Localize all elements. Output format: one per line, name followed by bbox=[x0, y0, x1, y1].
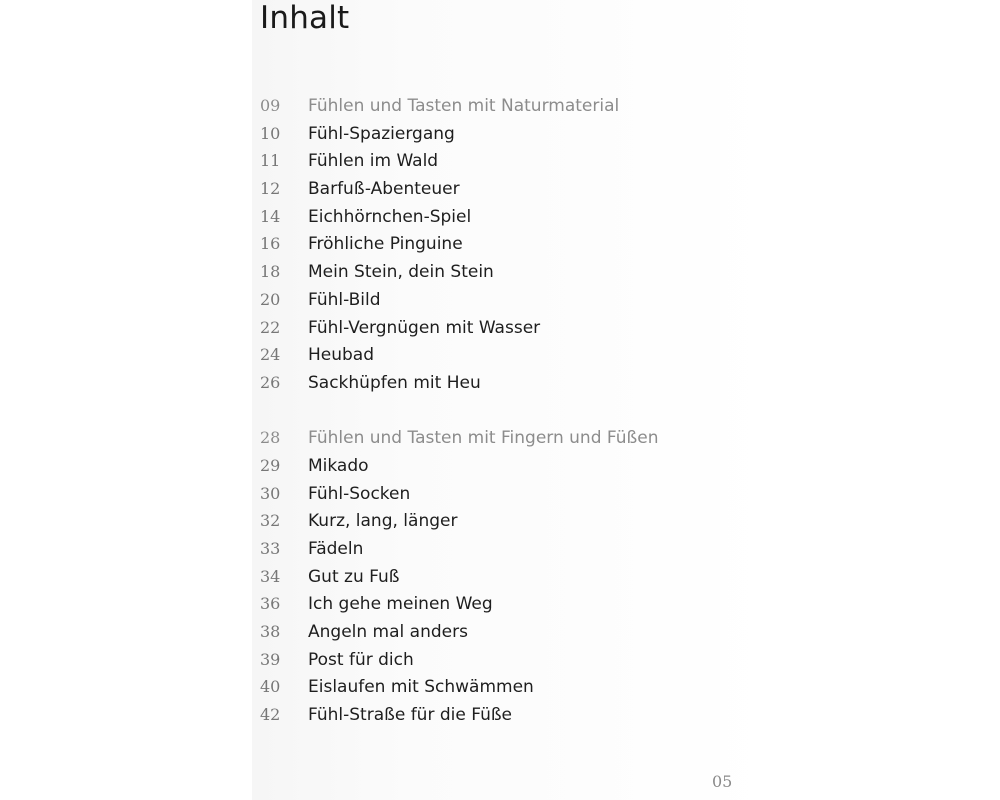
section-title: Fühlen und Tasten mit Naturmaterial bbox=[308, 96, 620, 116]
entry-page-number: 34 bbox=[260, 566, 281, 586]
toc-entry bbox=[260, 341, 720, 369]
toc-entry bbox=[260, 203, 720, 231]
toc-entry bbox=[260, 369, 720, 397]
entry-title: Heubad bbox=[308, 345, 375, 366]
toc-section-heading bbox=[260, 424, 720, 452]
entry-title: Fühl-Bild bbox=[308, 289, 381, 310]
toc-entry bbox=[260, 452, 720, 480]
toc-section-heading bbox=[260, 92, 720, 120]
entry-title: Sackhüpfen mit Heu bbox=[308, 372, 481, 393]
entry-title: Barfuß-Abenteuer bbox=[308, 179, 460, 200]
entry-page-number: 29 bbox=[260, 455, 281, 475]
table-of-contents bbox=[260, 92, 720, 756]
section-title: Fühlen und Tasten mit Fingern und Füßen bbox=[308, 428, 659, 449]
entry-title: Mikado bbox=[308, 455, 369, 476]
entry-page-number: 16 bbox=[260, 234, 281, 254]
entry-page-number: 20 bbox=[260, 289, 281, 309]
entry-page-number: 38 bbox=[260, 621, 281, 641]
entry-title: Fühl-Spaziergang bbox=[308, 123, 455, 144]
toc-entry bbox=[260, 120, 720, 148]
entry-title: Fühl-Socken bbox=[308, 483, 411, 504]
entry-title: Fühlen im Wald bbox=[308, 151, 439, 172]
toc-entry bbox=[260, 673, 720, 701]
entry-page-number: 42 bbox=[260, 705, 281, 725]
toc-entry bbox=[260, 646, 720, 674]
toc-entry bbox=[260, 175, 720, 203]
entry-title: Ich gehe meinen Weg bbox=[308, 594, 493, 615]
toc-entry bbox=[260, 480, 720, 508]
section-page-number: 09 bbox=[260, 96, 281, 115]
entry-title: Fühl-Straße für die Füße bbox=[308, 705, 513, 726]
entry-page-number: 22 bbox=[260, 317, 281, 337]
page-number: 05 bbox=[712, 772, 733, 791]
entry-page-number: 39 bbox=[260, 649, 281, 669]
entry-page-number: 33 bbox=[260, 538, 281, 558]
toc-entry bbox=[260, 590, 720, 618]
entry-page-number: 30 bbox=[260, 483, 281, 503]
entry-page-number: 10 bbox=[260, 123, 281, 143]
entry-title: Fröhliche Pinguine bbox=[308, 234, 463, 255]
entry-title: Fädeln bbox=[308, 538, 364, 559]
entry-page-number: 18 bbox=[260, 262, 281, 282]
entry-title: Gut zu Fuß bbox=[308, 566, 400, 587]
toc-entry bbox=[260, 230, 720, 258]
toc-entry bbox=[260, 535, 720, 563]
entry-page-number: 32 bbox=[260, 511, 281, 531]
toc-entry bbox=[260, 147, 720, 175]
entry-page-number: 11 bbox=[260, 151, 281, 171]
entry-title: Eislaufen mit Schwämmen bbox=[308, 677, 534, 698]
entry-title: Fühl-Vergnügen mit Wasser bbox=[308, 317, 541, 338]
entry-page-number: 36 bbox=[260, 594, 281, 614]
entry-title: Mein Stein, dein Stein bbox=[308, 262, 494, 283]
toc-entry bbox=[260, 507, 720, 535]
entry-page-number: 12 bbox=[260, 179, 281, 199]
entry-title: Post für dich bbox=[308, 649, 414, 670]
entry-page-number: 40 bbox=[260, 677, 281, 697]
toc-entry bbox=[260, 286, 720, 314]
toc-entry bbox=[260, 563, 720, 591]
page-title: Inhalt bbox=[260, 0, 350, 36]
entry-title: Eichhörnchen-Spiel bbox=[308, 206, 472, 227]
toc-section bbox=[260, 92, 720, 397]
toc-entry bbox=[260, 258, 720, 286]
toc-entry bbox=[260, 314, 720, 342]
entry-page-number: 26 bbox=[260, 372, 281, 392]
toc-section bbox=[260, 424, 720, 729]
toc-entry bbox=[260, 618, 720, 646]
entry-title: Angeln mal anders bbox=[308, 621, 468, 642]
toc-entry bbox=[260, 701, 720, 729]
entry-page-number: 24 bbox=[260, 345, 281, 365]
entry-title: Kurz, lang, länger bbox=[308, 511, 458, 532]
entry-page-number: 14 bbox=[260, 206, 281, 226]
section-page-number: 28 bbox=[260, 428, 281, 448]
